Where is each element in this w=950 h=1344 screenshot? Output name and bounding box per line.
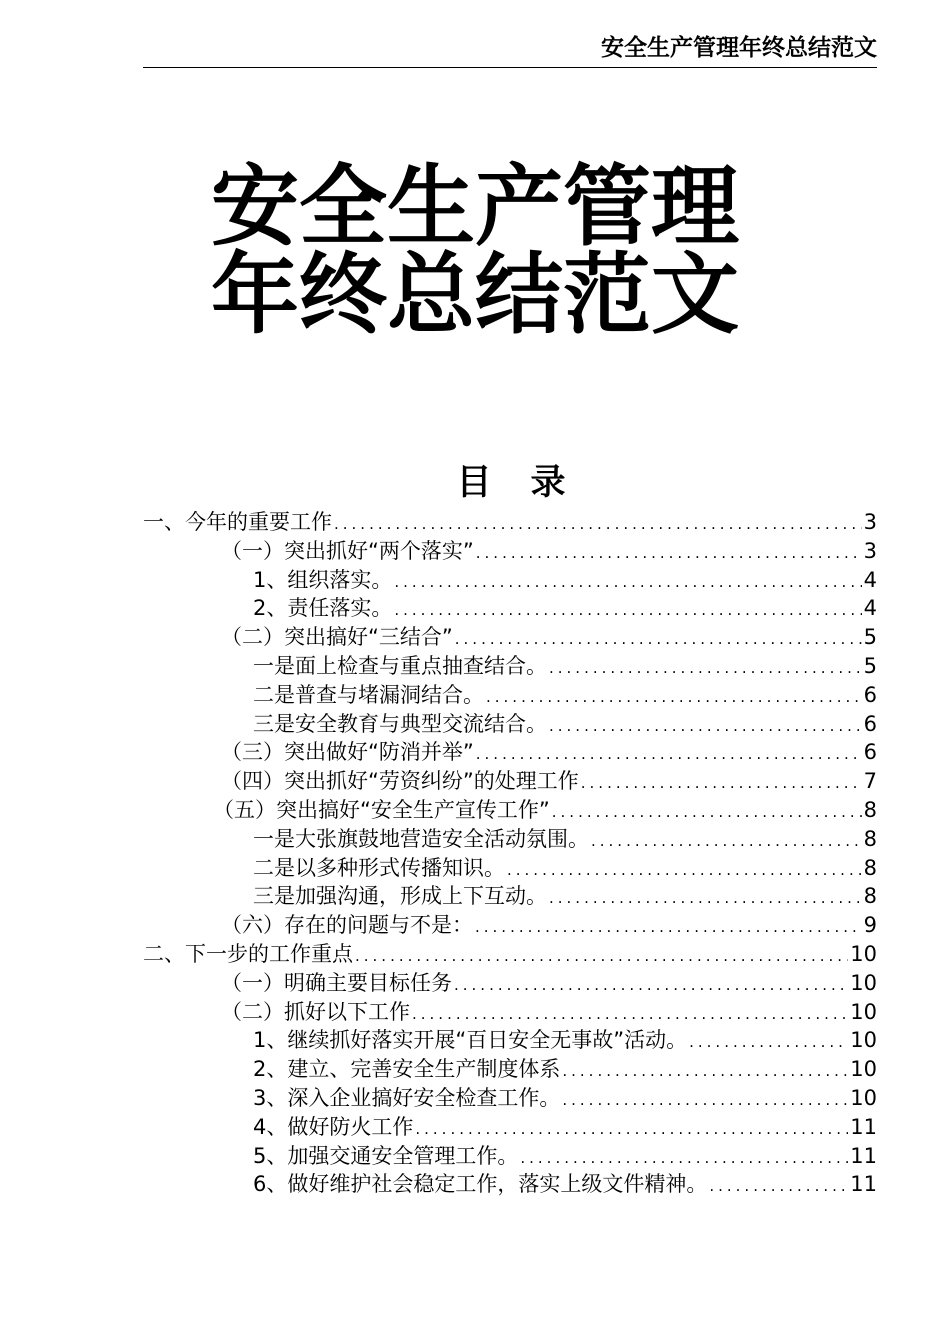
toc-entry-text: 2、责任落实。 [253,596,393,621]
toc-entry-text: 3、深入企业搞好安全检查工作。 [253,1085,561,1110]
toc-dot-leader [591,827,862,854]
toc-entry-text: 一是大张旗鼓地营造安全活动氛围。 [253,826,589,851]
table-of-contents [143,508,877,1199]
toc-page-number: 4 [863,567,877,592]
toc-entry[interactable] [143,998,877,1027]
toc-entry-text: 二、下一步的工作重点 [143,941,353,966]
running-header [143,34,877,68]
document-title-line-2: 年终总结范文 [210,243,739,346]
toc-page-number: 3 [863,510,877,534]
toc-page-number: 10 [850,970,877,995]
toc-dot-leader [486,683,862,710]
running-header-title: 安全生产管理年终总结范文 [601,35,877,61]
toc-dot-leader [549,654,862,681]
toc-page-number: 11 [850,1114,877,1139]
toc-page-number: 11 [850,1143,877,1168]
toc-dot-leader [581,769,862,796]
toc-entry-text: （一）突出抓好“两个落实” [221,538,474,563]
toc-page-number: 6 [863,711,877,736]
document-title [0,155,950,346]
toc-dot-leader [454,971,848,998]
toc-dot-leader [552,798,862,825]
toc-entry-text: 三是加强沟通，形成上下互动。 [253,884,547,909]
toc-entry[interactable] [143,854,877,883]
toc-page-number: 7 [863,769,877,794]
toc-entry[interactable] [143,1026,877,1055]
toc-entry-text: 三是安全教育与典型交流结合。 [253,711,547,736]
toc-page-number: 10 [850,1028,877,1053]
toc-entry[interactable] [143,623,877,652]
toc-entry[interactable] [143,1142,877,1171]
toc-page-number: 9 [863,913,877,938]
toc-entry-text: （三）突出做好“防消并举” [221,740,474,765]
toc-entry[interactable] [143,710,877,739]
toc-entry[interactable] [143,566,877,595]
toc-entry[interactable] [143,537,877,566]
toc-entry[interactable] [143,738,877,767]
toc-page-number: 10 [850,1057,877,1082]
toc-entry-text: 1、继续抓好落实开展“百日安全无事故”活动。 [253,1028,688,1053]
toc-entry[interactable] [143,681,877,710]
toc-entry[interactable] [143,1055,877,1084]
toc-page-number: 10 [850,941,877,966]
toc-dot-leader [415,1115,848,1142]
toc-dot-leader [689,1028,848,1055]
toc-page-number: 8 [863,884,877,909]
toc-page-number: 6 [863,682,877,707]
toc-heading: 目 录 [456,463,568,503]
toc-page-number: 11 [850,1172,877,1197]
toc-page-number: 10 [850,1085,877,1110]
toc-entry[interactable] [143,969,877,998]
toc-entry[interactable] [143,882,877,911]
toc-entry-text: 5、加强交通安全管理工作。 [253,1143,519,1168]
toc-dot-leader [549,884,862,911]
toc-page-number: 8 [863,855,877,880]
toc-entry-text: 2、建立、完善安全生产制度体系 [253,1057,561,1082]
toc-entry-text: （四）突出抓好“劳资纠纷”的处理工作 [221,769,579,794]
toc-entry-text: （六）存在的问题与不是： [221,913,473,938]
toc-entry-text: （二）突出搞好“三结合” [221,625,453,650]
toc-entry[interactable] [143,940,877,969]
toc-dot-leader [412,1000,848,1027]
toc-entry[interactable] [143,911,877,940]
toc-entry-text: 6、做好维护社会稳定工作，落实上级文件精神。 [253,1172,708,1197]
toc-page-number: 6 [863,740,877,765]
toc-entry[interactable] [143,767,877,796]
toc-page-number: 5 [863,653,877,678]
toc-page-number: 10 [850,999,877,1024]
toc-entry[interactable] [143,508,877,537]
toc-dot-leader [709,1172,848,1199]
toc-entry-text: 一、今年的重要工作 [143,510,332,534]
toc-dot-leader [334,510,862,537]
toc-entry[interactable] [143,1113,877,1142]
toc-entry-text: 二是以多种形式传播知识。 [253,855,505,880]
toc-entry[interactable] [143,796,877,825]
toc-page-number: 4 [863,596,877,621]
toc-page-number: 8 [863,797,877,822]
toc-entry-text: 二是普查与堵漏洞结合。 [253,682,484,707]
toc-dot-leader [562,1057,848,1084]
toc-page-number: 8 [863,826,877,851]
toc-page-number: 5 [863,625,877,650]
toc-entry-text: （一）明确主要目标任务 [221,970,452,995]
toc-dot-leader [455,625,862,652]
toc-entry[interactable] [143,825,877,854]
toc-entry-text: （二）抓好以下工作 [221,999,410,1024]
toc-entry-text: 4、做好防火工作 [253,1114,414,1139]
toc-entry-text: 一是面上检查与重点抽查结合。 [253,653,547,678]
toc-dot-leader [476,539,862,566]
toc-dot-leader [475,913,862,940]
toc-entry[interactable] [143,1170,877,1199]
toc-dot-leader [549,712,862,739]
toc-dot-leader [355,942,848,969]
toc-entry[interactable] [143,594,877,623]
toc-entry-text: 1、组织落实。 [253,567,393,592]
toc-page-number: 3 [863,538,877,563]
toc-dot-leader [507,856,862,883]
toc-entry[interactable] [143,1084,877,1113]
toc-entry-text: （五）突出搞好“安全生产宣传工作” [213,797,550,822]
toc-dot-leader [394,568,861,595]
toc-dot-leader [394,596,861,623]
toc-dot-leader [476,740,862,767]
toc-entry[interactable] [143,652,877,681]
document-title-line-1: 安全生产管理 [210,155,739,258]
toc-dot-leader [562,1086,848,1113]
toc-dot-leader [520,1144,848,1171]
